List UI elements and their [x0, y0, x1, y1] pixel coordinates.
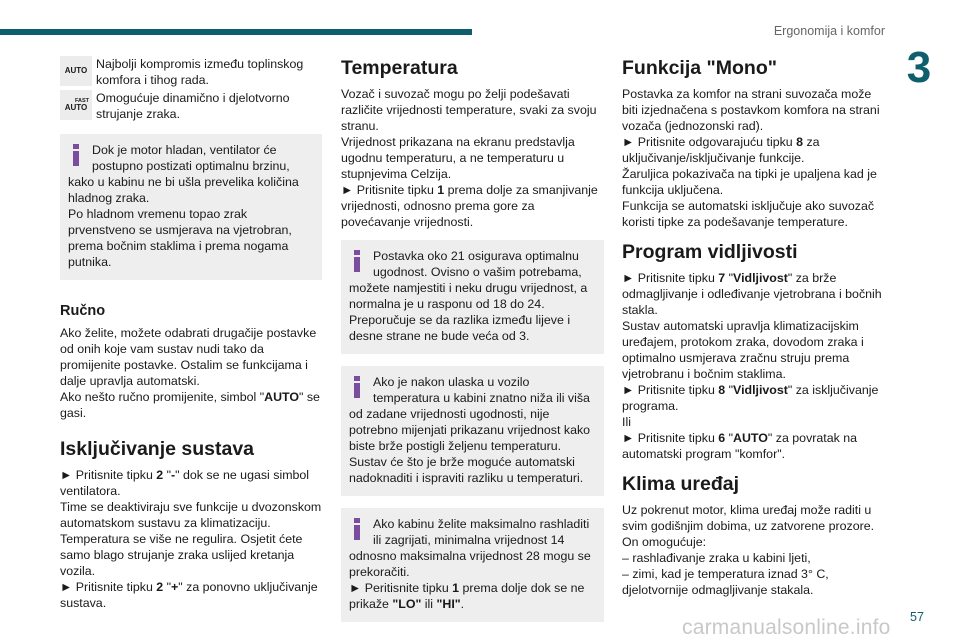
air-conditioning-heading: Klima uređaj: [622, 473, 740, 495]
column-2: [341, 56, 604, 634]
column-1: [60, 56, 322, 611]
mono-step: ► Pritisnite odgovarajuću tipku 8 za uključivanje/isključivanje funkcije.: [622, 135, 820, 165]
system-off-paragraph-2: Temperatura se više ne regulira. Osjetit ćete samo blago strujanje zraka uslijed kretanja vozila.: [60, 532, 303, 578]
mono-paragraph-2: Žaruljica pokazivača na tipki je upaljena kad je funkcija uključena.: [622, 167, 877, 197]
system-on-step: ► Pritisnite tipku 2 "+" za ponovno uključivanje sustava.: [60, 580, 318, 610]
info-icon: [351, 250, 363, 272]
mono-heading: Funkcija "Mono": [622, 57, 777, 79]
info-icon: [351, 518, 363, 540]
info-note-setting-21: Postavka oko 21 osigurava optimalnu ugodnost. Ovisno o vašim potrebama, možete namjestiti i neku drugu vrijednost, a normalna je u rasponu od 18 do 24. Preporučuje se da razlika između lijeve i desne strane ne bude veća od 3.: [341, 240, 604, 354]
chapter-number: 3: [906, 43, 932, 92]
info-note-cold-engine: Dok je motor hladan, ventilator će postupno postizati optimalnu brzinu, kako u kabinu ne bi ušla prevelika količina hladnog zraka. Po hladnom vremenu topao zrak prvenstveno se usmjerava na vjetrobran, prema bočnim staklima i prema nogama putnika.: [60, 134, 322, 280]
air-conditioning-paragraph-2: On omogućuje:: [622, 535, 707, 549]
mono-paragraph: Postavka za komfor na strani suvozača može biti izjednačena s postavkom komfora na strani vozača (jednozonski rad).: [622, 87, 880, 133]
system-off-heading: Isključivanje sustava: [60, 438, 255, 460]
air-conditioning-paragraph: Uz pokrenut motor, klima uređaj može raditi u svim godišnjim dobima, uz zatvorene prozore.: [622, 503, 875, 533]
manual-auto-symbol-paragraph: Ako nešto ručno promijenite, simbol "AUTO" se gasi.: [60, 390, 320, 420]
system-off-paragraph: Time se deaktiviraju sve funkcije u dvozonskom automatskom sustavu za klimatizaciju.: [60, 500, 322, 530]
visibility-paragraph: Sustav automatski upravlja klimatizacijskim uređajem, protokom zraka, dovodom zraka i optimalno usmjerava zračnu struju prema vjetrobranu i bočnim staklima.: [622, 319, 864, 381]
system-off-step: ► Pritisnite tipku 2 "-" dok se ne ugasi simbol ventilatora.: [60, 468, 310, 498]
temperature-step: ► Pritisnite tipku 1 prema dolje za smanjivanje vrijednosti, odnosno prema gore za povećavanje vrijednosti.: [341, 183, 598, 229]
auto-mode-icon: AUTO: [60, 56, 92, 86]
auto-mode-text: Najbolji kompromis između toplinskog komfora i tihog rada.: [96, 57, 304, 87]
section-title: Ergonomija i komfor: [773, 24, 885, 38]
header-accent-bar: [0, 29, 472, 35]
air-conditioning-list-item-2: – zimi, kad je temperatura iznad 3° C, djelotvornije odmagljivanje stakala.: [622, 567, 829, 597]
column-3: [622, 56, 887, 598]
manual-heading: Ručno: [60, 303, 106, 319]
info-icon: [351, 376, 363, 398]
page-number: 57: [910, 610, 924, 624]
air-conditioning-list-item: – rashlađivanje zraka u kabini ljeti,: [622, 551, 811, 565]
auto-mode-row: [60, 56, 322, 88]
temperature-heading: Temperatura: [341, 57, 458, 79]
info-note-max-cooling: Ako kabinu želite maksimalno rashladiti ili zagrijati, minimalna vrijednost 14 odnosno maksimalna vrijednost 28 mogu se prekoračiti. ► Peritisnite tipku 1 prema dolje dok se ne prikaže "LO" ili "HI".: [341, 508, 604, 622]
temperature-paragraph: Vozač i suvozač mogu po želji podešavati različite vrijednosti temperature, svaki za svoju stranu.: [341, 87, 597, 133]
mono-paragraph-3: Funkcija se automatski isključuje ako suvozač koristi tipke za podešavanje temperature.: [622, 199, 875, 229]
fast-auto-mode-text: Omogućuje dinamično i djelotvorno strujanje zraka.: [96, 91, 290, 121]
visibility-off-step: ► Pritisnite tipku 8 "Vidljivost" za isključivanje programa.: [622, 383, 879, 413]
info-note-cabin-temperature: Ako je nakon ulaska u vozilo temperatura u kabini znatno niža ili viša od zadane vrijednosti ugodnosti, nije potrebno mijenjati prikazanu vrijednost kako biste brže postigli željenu temperaturu. Sustav će što je brže moguće automatski nadoknaditi i ispraviti razliku u temperaturi.: [341, 366, 604, 496]
visibility-or: Ili: [622, 415, 631, 429]
temperature-paragraph-2: Vrijednost prikazana na ekranu predstavlja ugodnu temperaturu, a ne temperaturu u stupnjevima Celzija.: [341, 135, 575, 181]
visibility-step: ► Pritisnite tipku 7 "Vidljivost" za brže odmagljivanje i odleđivanje vjetrobrana i bočnih stakla.: [622, 271, 882, 317]
fast-auto-mode-icon: FAST AUTO: [60, 90, 92, 120]
fast-auto-mode-row: [60, 90, 322, 122]
info-icon: [70, 144, 82, 166]
manual-paragraph: Ako želite, možete odabrati drugačije postavke od onih koje vam sustav nudi tako da promijenite postavke. Ostalim se funkcijama i dalje upravlja automatski.: [60, 326, 317, 388]
visibility-auto-step: ► Pritisnite tipku 6 "AUTO" za povratak na automatski program "komfor".: [622, 431, 858, 461]
visibility-heading: Program vidljivosti: [622, 241, 798, 263]
watermark: carmanualsonline.info: [682, 616, 891, 639]
